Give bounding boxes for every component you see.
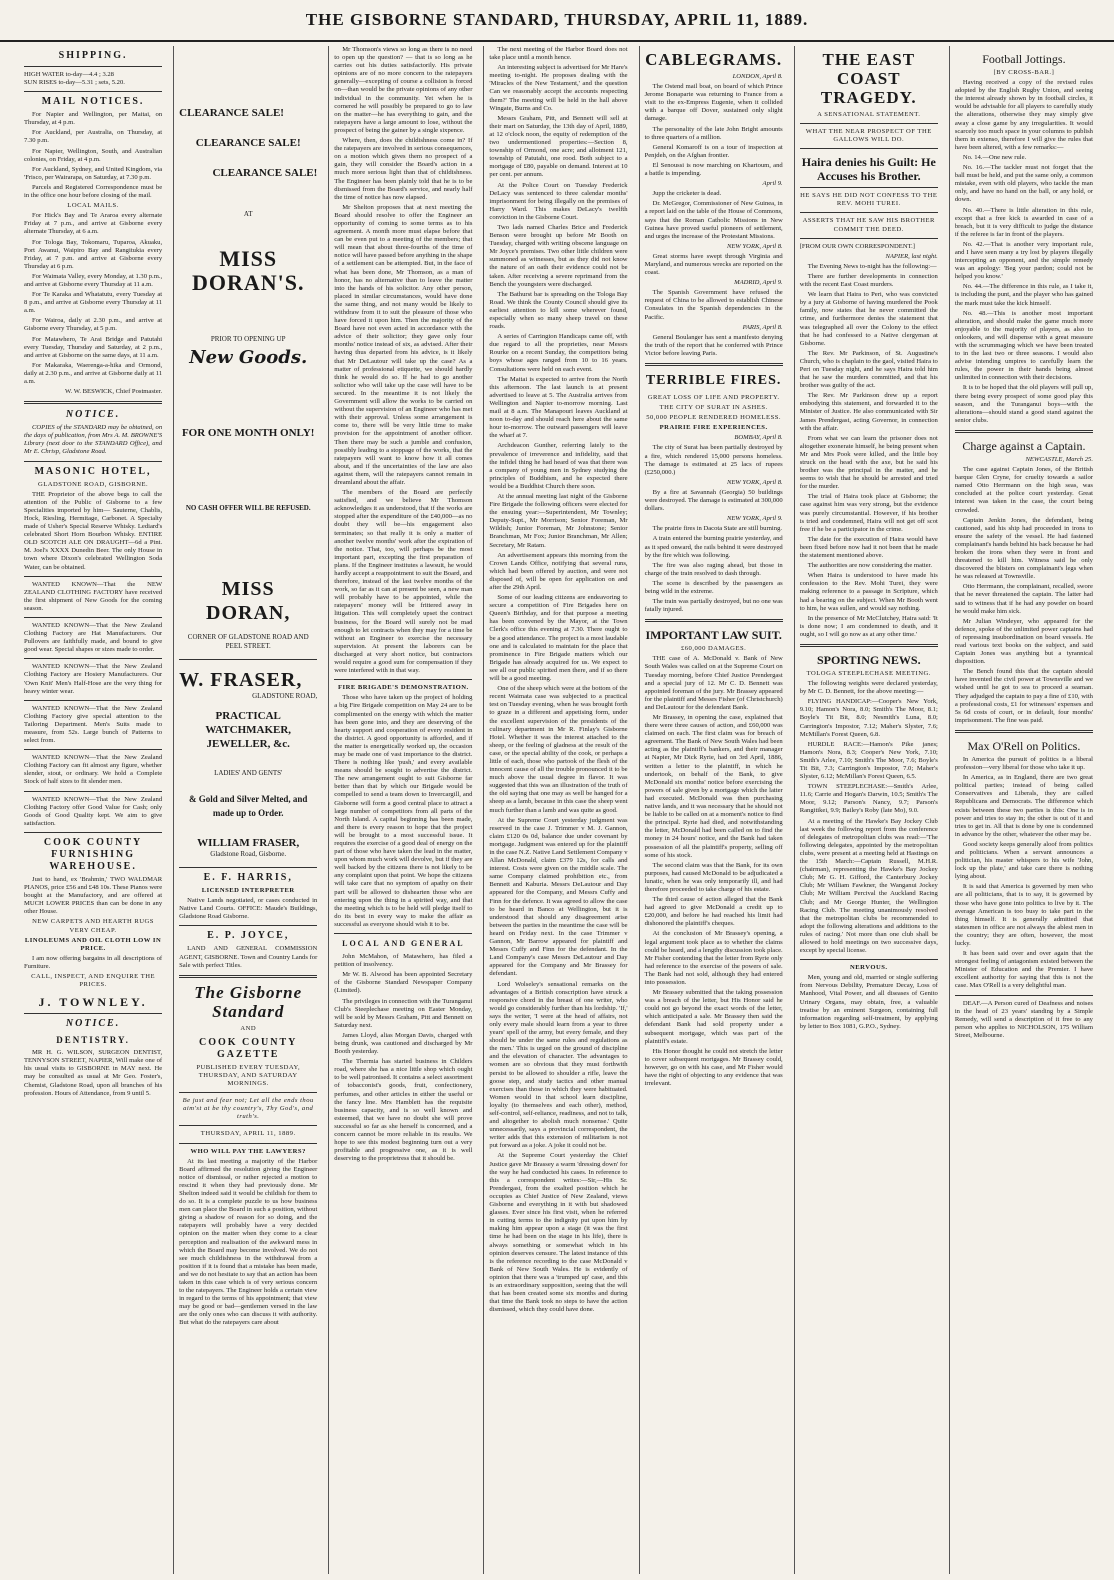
wanted-ad: WANTED KNOWN—That the New Zealand Clothing Factory are Hat Manufacturers. Our Pullovers are faithfully made, and bound to give good wear. Special shapes or sizes made to order. [24,621,163,654]
watchmaker-line: PRACTICAL WATCHMAKER, [205,710,292,737]
fraser-heading: W. FRASER, [179,669,303,692]
divider [800,238,938,239]
law-suit-heading: IMPORTANT LAW SUIT. [645,628,782,643]
dateline: NEW YORK, April 8. [726,242,783,250]
news-item: One of the sheep which were at the bottom of the recent Waimata case was subjected to a practical test on Tuesday evening, when he was brought forth to graze in a different and appetising form, under the excellent supervision of the presidents of the culinary department in Mr R. Finlay's Gisborne Hotel. Whether it was the interest attached to the sheep, or the feeling of gladness at the result of the case, or the special ability of the cook, or perhaps a little of each, those who partook of the flesh of the innocent cause of all the trouble pronounced it to be much above the usual degree in flavor. It was suggested that this was an illustration of the truth of the old saying that one may as well be hanged for a sheep as a lamb, because in this case the sheep went much further than a lamb and was quite as good. [489,685,628,814]
news-item: An advertisement appears this morning from the Crown Lands Office, notifying that several runs, which had been offered by auction, and were not disposed of, will be open for application on and after the 29th April. [489,551,628,591]
fraser-ad [179,668,317,859]
captain-paragraph: Captain Jenkin Jones, the defendant, being cautioned, said his ship had proceeded in irons to ensure the safety of the vessel. He had fastened complainant's hands behind his back because he had broken the irons when they were in front and threatened to kill him. Witness said he only discovered the blisters on complainant's legs when he was released at Townsville. [954,516,1093,581]
notice-body: COPIES of the STANDARD may be obtained, on the days of publication, from Mrs A. M. BROWNE'S Library (next door to the STANDARD Office), and Mr E. Chrisp, Gladstone Road. [24,424,163,456]
new-goods-heading: New Goods. [189,347,308,368]
miss-doran-signature: MISS DORAN, [206,578,291,625]
local-general-heading: LOCAL AND GENERAL [342,939,465,949]
football-paragraph: No. 42.—That is another very important rule, and I have seen many a try lost by players illegally intercepting an opponent, and the simple remedy was an apology: 'Beg your pardon; could not be helped you know.' [954,240,1093,281]
football-paragraph: No. 48.—This is another most important alteration, and should make the game much more enjoyable to the majority of players, as also to onlookers, and will dispense with a great measure with the scrummaging which we have been treated to in the last two or three seasons. I would also advise intending umpires to carefully learn the rules, the power in their hands being almost unlimited in connection with their decisions. [954,309,1093,382]
mail-item: For Auckland, Sydney, and United Kingdom, via 'Frisco, per Wairarapa, on Saturday, at 7.30 p.m. [24,165,163,181]
news-item: An interesting subject is advertised for Mr Hare's meeting to-night. He proposes dealing with the 'Miracles of the New Testament,' and the question Can we reasonably accept the accounts respecting them?' The meeting will be held in the hall above Wingate, Burns and Co. [489,64,628,112]
local-item: James Lloyd, alias Morgan Davis, charged with being drunk, was cautioned and discharged by Mr Booth yesterday. [334,1031,473,1056]
column-4 [483,46,632,1574]
wanted-ad: WANTED KNOWN—That the New Zealand Clothing Factory give special attention to the Tailoring Department. Men's Suits made to measure, from 52s. Large bunch of Patterns to select from. [24,704,163,745]
column-1 [24,46,167,1574]
dentist-body: MR H. G. WILSON, SURGEON DENTIST, TENNYSON STREET, NAPIER, Will make one of his usual visits to GISBORNE in MAY next. He may be consulted as usual at Mr Geo. Foster's, Chemist, Gladstone Road, upon all branches of his profession. Hours of Attendance, from 9 until 5. [24,1049,163,1097]
local-item: Mr W. B. Alwood has been appointed Secretary of the Gisborne Standard Newspaper Company (Limited). [334,971,473,995]
sport-paragraph: The following weights were declared yesterday, by Mr C. D. Bennett, for the above meeting:— [799,680,938,696]
east-coast-subheading: WHAT THE NEAR PROSPECT OF THE GALLOWS WILL DO. [805,128,932,144]
cable-item: General Komaroff is on a tour of inspection at Penjdeh, on the Afghan frontier. [644,143,783,159]
east-paragraph: The date for the execution of Haira would have been fixed before now had it not been that he made the statement mentioned above. [799,535,938,560]
law-paragraph: The third cause of action alleged that the Bank had agreed to give McDonald a credit up to £20,000, and before he had reached his limit had dishonored the plaintiff's cheques. [644,896,783,928]
fire-brigade-heading: FIRE BRIGADE'S DEMONSTRATION. [338,684,469,692]
local-mail-item: For Waimata Valley, every Monday, at 1.30 p.m., and arrive at Gisborne every Thursday at 11 a.m. [24,272,163,288]
page-columns [24,46,1098,1574]
local-mail-item: For Te Karaka and Whatatutu, every Tuesday at 8 p.m., and arrive at Gisborne every Thursday at 11 a.m. [24,291,163,315]
paper-subtitle: COOK COUNTY GAZETTE [199,1036,298,1060]
harris-heading: E. F. HARRIS, [203,872,293,884]
divider [800,148,938,149]
divider [955,995,1093,996]
cook-line: I am now offering bargains in all descriptions of Furniture. [24,954,163,970]
law-paragraph: His Honor thought he could not stretch the letter to cover subsequent mortgages. Mr Brassey could, however, go on with his case, and Mr Fisher would have the right of objecting to any evidence that was irrelevant. [644,1047,783,1088]
east-paragraph: We learn that Haira to Peri, who was convicted by a jury at Gisborne of having murdered the Pook family, now states that he never committed the crime, and furthermore denies the statement that was telegraphed all over the Colony to the effect that he had confessed to a Native clergyman at Gisborne. [799,291,938,347]
cable-item: Dr. McGregor, Commissioner of New Guinea, in a report laid on the table of the House of Commons, says that the Roman Catholic Missions in New Guinea have proved useful pioneers of settlement, and urges the increase of the Protestant Missions. [644,200,783,240]
east-coast-subheading: HE SAYS HE DID NOT CONFESS TO THE REV. MOHI TUREI. [800,192,938,208]
wanted-ad: WANTED KNOWN—That the New Zealand Clothing Factory are Hosiery Manufacturers. Our 'Own Knit' Men's Half-Hose are the very thing for heavy winter wear. [24,663,163,695]
fires-heading: TERRIBLE FIRES. [645,373,782,388]
fire-item: The city of Surat has been partially destroyed by a fire, which rendered 15,000 persons homeless. The damage is estimated at 25 lacs of rupees (£250,000.) [644,444,783,476]
column-3 [328,46,477,1574]
mail-item: For Napier, Wellington, South, and Australian colonies, on Friday, at 4 p.m. [24,147,163,163]
football-heading: Football Jottings. [982,52,1066,66]
east-coast-subheading: A SENSATIONAL STATEMENT. [817,111,921,118]
masthead [0,0,1114,42]
sport-paragraph: HURDLE RACE:—Hamon's Pike janes; Hamon's Nora, 8.3; Cooper's New York, 7.10; Smith's Arlee, 7.10; Smith's The Moor, 7.6; Boyle's Tit Bit, 7.3; Carrington's Impostor, 7.0; Maher's Slyster, 6.12; McMillan's Forest Queen, 6.5. [799,740,938,781]
wanted-ad: WANTED KNOWN—That the New Zealand Clothing Factory offer Good Value for Cash; only Goods of Good Quality kept. We aim to give satisfaction. [24,795,163,827]
notice-heading: NOTICE. [65,409,121,421]
masonic-heading: MASONIC HOTEL, [34,465,152,477]
clearance-line-3: CLEARANCE SALE! [212,167,318,179]
editorial-paragraph: Mr Shelton proposes that at next meeting the Board should resolve to offer the Engineer an opportunity of coming to some terms as to his agreement. A month more must elapse before that can be even put to a meeting of the members; that will mean that about three-fourths of the time of notice will have passed before anything in the shape of a settlement can be attempted. But, in the face of what has been done, Mr Thomson, as a man of honor, has no alternative than to leave the matter into the hands of his solicitor. Any other person, placed in similar circumstances, would have done the same thing, and not many would be likely to withdraw from it to suit the pleasure of those who have forced it upon him. Then the majority of the Board have not even acted in accordance with the advice of their solicitor; they gave only four months' notice instead of six, as advised. After their having thus departed from his advice, is it likely that Mr DeLautour will take up the case? As a matter of professional etiquette, we should hardly think he would do so. If he had to go another solicitor who will take up the case will have to be secured. In the meantime it is not likely the Government will allow the works to be carried on without the supervision of an Engineer who has met with their approval. Unless some arrangement is come to, there will be very little time to make provision for the appointment of another officer. Then there may be such a jumble and confusion, possibly leading to a stoppage of the works, that the ratepayers will want to know how it all comes about, and if the uncertainties of the law are also against them, will the ratepayers cannot remain in dreamland about the affair. [334,203,473,486]
cable-item: The personality of the late John Bright amounts to three quarters of a million. [644,125,783,141]
mail-item: Parcels and Registered Correspondence must be in the office one hour before closing of the mail. [24,183,163,200]
local-item: John McMahon, of Matawhero, has filed a petition of insolvency. [334,953,473,969]
divider [334,933,472,934]
clearance-line-1: CLEARANCE SALE! [179,107,284,119]
mail-item: For Napier and Wellington, per Maitai, on Thursday, at 4 p.m. [24,111,163,127]
prior-line: PRIOR TO OPENING UP [210,335,286,343]
divider [800,187,938,188]
sport-paragraph: At a meeting of the Hawke's Bay Jockey Club last week the following report from the conference of delegates of metropolitan clubs was read:—'The following delegates, appointed by the metropolitan clubs, were present at a meeting held at Hastings on the 15th March:—Captain Russell, M.H.R. (chairman), representing the Hawke's Bay Jockey Club; Mr G. H. Gifford, the Canterbury Jockey Club; Mr William Fawkner, the Wanganui Jockey Club; Mr William Percival the Auckland Racing Club; and Mr George Hunter, the Wellington Racing Club. The meeting unanimously resolved that the metropolitan clubs be recommended to adopt the following alterations and additions to the rules of racing.' Not more than one club shall be allowed to hold meetings on two successive days, except by special license. [799,817,938,955]
football-paragraph: No. 44.—The difference in this rule, as I take it, is including the punt, and the player who has gained the mark must take the kick himself. [954,283,1093,307]
divider [24,66,162,67]
editorial-paragraph: Where, then, does the childishness come in? If the ratepayers are involved in serious consequences, on a motion which gives them no prospect of a gain, they will consider the Board's action in a much more serious light than that of childishness. The Engineer has been plainly told that he is to be dismissed from the Board's service, and nearly half the time of notice has now elapsed. [334,137,473,201]
sport-paragraph: FLYING HANDICAP:—Cooper's New York, 9.10; Hamon's Nora, 8.0; Smith's The Moor, 8.1; Boyle's Tit Bit, 8.0; Nesmith's Luna, 8.0; Carrington's Impostor, 7.12; Maher's Slyster, 7.6; McMillan's Forest Queen, 6.8. [799,698,938,738]
divider [179,1125,317,1126]
divider [800,212,938,213]
cook-line: NEW CARPETS AND HEARTH RUGS VERY CHEAP. [32,918,154,934]
cable-item: The Spanish Government have refused the request of China to be allowed to establish Chinese Consulates in the Spanish dependencies in the Pacific. [644,289,783,321]
cook-line: CALL, INSPECT, AND ENQUIRE THE PRICES. [31,972,156,989]
news-item: The Maitai is expected to arrive from the North this afternoon. The last launch is at present advertised to leave at 5. The Australia arrives from Wellington and Napier to-morrow morning. Last mail at 8 a.m. The Manapouri leaves Auckland at noon to-day and should reach here about the same hour to-morrow. The outward passengers will leave the wharf at 7. [489,375,628,440]
lawyers-heading: WHO WILL PAY THE LAWYERS? [190,1147,306,1155]
news-item: The next meeting of the Harbor Board does not take place until a month hence. [489,46,628,62]
clearance-line-2: CLEARANCE SALE! [195,137,301,149]
cable-item: Jupp the cricketer is dead. [652,190,722,198]
law-paragraph: At the conclusion of Mr Brassey's opening, a legal argument took place as to whether the claims could be heard, and a lengthy discussion took place. Mr Fisher contending that the letter from Ryrie only had reference to the exercise of the powers of sale. The Bank had not sold, although they had entered into possession. [644,930,783,986]
ladies-line: LADIES' AND GENTS' [214,769,283,778]
divider [24,832,162,833]
east-coast-heading: THE EAST COAST TRAGEDY. [820,50,917,107]
captain-paragraph: The case against Captain Jones, of the British barque Glen Cryne, for cruelty towards a sailor named Otto Herrmann on the high seas, was concluded at the police court yesterday. Great interest was taken in the case, the court being crowded. [954,466,1093,514]
joyce-body: LAND AND GENERAL COMMISSION AGENT, GISBORNE. Town and Country Lands for Sale with perfect Titles. [179,945,318,969]
paper-title: The Gisborne Standard [194,982,303,1021]
sun-times: SUN RISES to-day—5.31 ; sets, 5.20. [24,79,125,87]
divider [24,401,162,404]
deaf-ad: DEAF.—A Person cured of Deafness and noises in the head of 23 years' standing by a Simple Remedy, will send a description of it free to any person who applies to NICHOLSON, 175 William Street, Melbourne. [954,999,1093,1039]
captain-paragraph: The Bench found this that the captain should have invented the civil power at Townsville and we wished until he got to sea to proceed a seaman. They adjudged the captain to pay a fine of £10, with a professional costs, £1 for witnesses' expenses and 5s 6d costs of court, or in default, four months' imprisonment. The fine was paid. [954,668,1093,724]
divider [179,975,317,978]
divider [800,959,938,960]
cook-body: Just to hand, ex 'Brahmin,' TWO WALDMAR PIANOS, price £56 and £48 10s. These Pianos were bought at the Manufactory, and are offered at MUCH LOWER PRICES than can be done in any other House. [24,875,163,916]
orell-paragraph: In America the pursuit of politics is a liberal profession—very liberal for those who take it up. [954,755,1093,772]
local-mail-item: For Tologa Bay, Tokomaru, Tuparoa, Akuaku, Port Awanui, Waipiro Bay and Rangitukia every Friday, at 7 p.m. and arrive at Gisborne every Thursday at 6 p.m. [24,238,163,270]
fires-subheading: 50,000 PEOPLE RENDERED HOMELESS. [646,414,782,422]
mail-heading: MAIL NOTICES. [41,96,145,108]
paper-and: AND [240,1024,257,1032]
divider [645,363,783,366]
fire-item: The fire was also raging ahead, but those in charge of the train resolved to dash through. [644,561,783,577]
news-item: At the Police Court on Tuesday Frederick DeLacy was sentenced to three calendar months' imprisonment for being illegally on the premises of Harry Ward. This makes DeLacy's twelfth conviction in the Gisborne Court. [489,181,628,221]
joyce-heading: E. P. JOYCE, [207,930,290,942]
fire-brigade-body: Those who have taken up the project of holding a big Fire Brigade competition on May 24 are to be complimented on the energy with which the matter has been gone into, and they are deserving of the hearty support and cooperation of every resident in the district. A good opportunity is afforded, and if the matter is energetically worked up, the occasion may be made one of vast importance to the district. There is nothing like 'push,' and every available means should be sought to advertise the district. The new arrangement ought to suit Gisborne far better than that by which our Brigade would be compelled to send a team down to Invercargill, and Gisborne will form a good central place to attract a large number of competitors from all parts of the North Island. A capital beginning has been made, and there is every reason to hope that the project will be brought to a most successful issue. It requires the exercise of a good deal of energy on the part of those who have taken the lead in the matter, upon whom much work will devolve, but if they are well backed by the citizens there is not likely to be any complaint upon that point. We hope the citizens will take care that no symptom of apathy on their part will be allowed to dishearten those who are entering upon the thing in a spirited way, and that the meeting which is to be held will pledge itself to do its best in every way to make the affair as successful as everyone should wish it to be. [334,694,473,928]
football-byline: [BY CROSS-BAR.] [993,69,1055,76]
football-paragraph: It is to be hoped that the old players will pull up, there being every prospect of some good play this season, and the Turanganui boys—with the alterations—should stand a good stand against the senior clubs. [954,384,1093,424]
cable-item: El Senoussi is now marching on Khartoum, and a battle is impending. [644,161,783,178]
fire-item: The scene is described by the passengers as being wild in the extreme. [644,579,783,595]
dateline: MADRID, April 9. [734,279,783,287]
shipping-heading: SHIPPING. [58,50,128,61]
divider [24,1013,162,1014]
east-paragraph: The Rev. Mr Parkinson, of St. Augustine's Church, who is chaplain to the gaol, visited Haira to Peri on Tuesday night, and he says Haira told him that he saw the murders committed, and that his brother was guilty of the act. [799,349,938,390]
column-7 [949,46,1098,1574]
divider [955,730,1093,733]
masthead-title: THE GISBORNE STANDARD, THURSDAY, APRIL 11, 1889. [305,10,809,29]
divider [24,461,162,462]
one-month-heading: FOR ONE MONTH ONLY! [181,427,315,440]
jeweller-line: JEWELLER, &c. [206,738,290,751]
dateline: NEW YORK, April 8. [726,478,783,486]
law-suit-subheading: £60,000 DAMAGES. [680,645,747,653]
no-cash-line: NO CASH OFFER WILL BE REFUSED. [185,504,311,513]
editorial-paragraph: Mr Thomson's views so long as there is no need to open up the question? — that is so long as he carries out his duties satisfactorily. His private opinions are of no more concern to the ratepayers generally—excepting of course a collision is forced on—than would be the private opinions of any other individual in the community. Yet when he is cornered he will possibly be prepared to go to law on the matter—he has everything to gain, and the ratepayers have a large amount to lose, without the prospect of being the gainer by a single sixpence. [334,46,473,134]
orell-paragraph: In America, as in England, there are two great political parties; instead of being called Conservatives and Liberals, they are called Republicans and Democrats. The difference which exists between these two parties is this: One is in power and tries to stay in; the other is out of it and tries to get in. All that is done by one is condemned in advance by the other, whatever the other may be. [954,774,1093,838]
divider [24,91,162,92]
nervous-heading: NERVOUS. [850,964,888,972]
tologa-subheading: TOLOGA STEEPLECHASE MEETING. [806,669,931,677]
east-paragraph: The Evening News to-night has the following:— [807,262,937,270]
nervous-body: Men, young and old, married or single suffering from Nervous Debility, Premature Decay, Loss of Manhood, Vital Power, and all diseases of Genito Urinary Organs, may obtain, free, a valuable treatise by an eminent Surgeon, containing full information regarding self-treatment, by applying by letter to Box 1081, G.P.O., Sydney. [799,974,938,1030]
cook-heading: COOK COUNTY FURNISHING WAREHOUSE. [43,836,143,872]
local-mails-heading: LOCAL MAILS. [67,202,119,210]
news-item: A series of Carrington Handicaps came off, with due regard to all the proprieties, near Messrs Rourke on a recent Sunday, the competitors being boys whose ages ranged from 10 to 16 years. Consultations were held on each event. [489,333,628,373]
divider [24,700,162,701]
wanted-ad: WANTED KNOWN—That the New Zealand Clothing Factory can fit almost any figure, whether slender, stout, or ordinary. We hold a Complete Stock of half sizes to fit slender men. [24,754,163,786]
orell-paragraph: It has been said over and over again that the strongest feeling of antagonism existed between the Minister of Education and the Premier. I have excellent authority for saying that this is not the case. Max O'Rell is a very delightful man. [954,950,1093,990]
notice2-heading: NOTICE. [65,1018,121,1030]
fire-item: The prairie fires in Dacota State are still burning. [652,525,783,533]
football-paragraph: No. 14.—One new rule. [962,153,1027,161]
cable-item: The Ostend mail boat, on board of which Prince Jerome Bonaparte was returning to France from a visit to the ex-Empress Eugenie, when it collided with a barque off Dover, sustained only slight damage. [644,83,783,123]
local-mail-item: For Matawhero, Te Arai Bridge and Patutahi every Tuesday, Thursday and Saturday, at 2 p.m., and arrive at Gisborne on the same days, at 11 a.m. [24,335,163,359]
clearance-ad [179,106,317,651]
orell-paragraph: Good society keeps generally aloof from politics and politicians. When a servant announces a politician, his master whispers to his wife 'John, lock up the plate,' and take care there is nothing lying about. [954,840,1093,881]
divider [24,617,162,618]
football-paragraph: No. 40.—There is little alteration in this rule, except that a free kick is awarded in case of a breach, but it is very difficult to judge the distance if the referee is far in front of the players. [954,206,1093,238]
own-correspondent: [FROM OUR OWN CORRESPONDENT.] [799,242,915,250]
fire-item: The train was partially destroyed, but no one was fatally injured. [644,598,783,614]
local-mail-item: For Hick's Bay and Te Araroa every alternate Friday at 7 p.m., and arrive at Gisborne every alternate Thursday, at 6 a.m. [24,212,163,236]
divider [179,1092,317,1093]
fires-subheading: GREAT LOSS OF LIFE AND PROPERTY. [647,394,780,401]
editorial-paragraph: The members of the Board are perfectly satisfied, and we believe Mr Thomson acknowledges it as understood, that if the works are stopped after the expenditure of the £40,000—as no doubt they will be—his engagement also terminates; so that really it is only a matter of another twelve months' work after the expiration of the notice. That, too, will perhaps be the most important part, excepting the first preparation of plans. If the Engineer institutes a lawsuit, he would hardly accept a reappointment to suit the Board, and therefore, instead of the last twelve months of the work, so far as it can at present be seen, a new man will probably have to be appointed, while the ratepayers' money will be frittered away in litigation. This will completely upset the contract business, for the Board will surely not be mad enough to let contracts when they may for a time be without an Engineer to exercise the necessary supervision. At present the laborers can be discharged at very short notice, but contractors would require a good sum for compensation if they were interfered with in that way. [334,489,473,675]
cable-item: General Boulanger has sent a manifesto denying the truth of the report that he conferred with Prince Victor before leaving Paris. [644,333,783,357]
captain-paragraph: Otto Herrmann, the complainant, recalled, swore that he never threatened the captain. The latter had said to witness that if he had any powder on board he would make him sick. [954,583,1093,615]
paper-motto: Be just and fear not; Let all the ends thou aim'st at be thy country's, Thy God's, and truth's. [182,1097,314,1121]
sporting-heading: SPORTING NEWS. [816,652,921,667]
orell-heading: Max O'Rell on Politics. [967,738,1081,753]
local-mail-item: For Wairoa, daily at 2.30 p.m., and arrive at Gisborne every Thursday, at 5 p.m. [24,317,163,333]
column-6 [794,46,943,1574]
divider [334,679,472,680]
dateline: NAPIER, last night. [885,252,938,260]
east-paragraph: When Haira is understood to have made his confession to the Rev. Mohi Turei, they were making reference to a passage in Scripture, which had a bearing on the subject. When Mr Booth went to him, he was sullen, and would say nothing. [799,572,938,612]
dateline: PARIS, April 8. [742,323,783,331]
gold-line: & Gold and Silver Melted, and made up to Order. [189,794,308,819]
dateline: April 9. [762,180,783,188]
paper-date: THURSDAY, APRIL 11, 1889. [200,1130,296,1138]
east-paragraph: The Rev. Mr Parkinson drew up a report embodying this statement, and forwarded it to the Minister of Justice. He also communicated with Sir James Prendergast, acting Governor, in connection with the affair. [799,392,938,432]
haira-heading: Haira denies his Guilt: He Accuses his Brother. [801,155,936,184]
dateline: LONDON, April 8. [732,73,783,80]
divider [955,430,1093,433]
east-paragraph: There are further developments in connection with the recent East Coast murders. [799,272,938,289]
law-paragraph: The second claim was that the Bank, for its own purposes, had caused McDonald to be adjudicated a lunatic, when he was only temporarily ill, and had therefore proceeded to take charge of his estate. [644,861,783,893]
news-item: At the Supreme Court yesterday the Chief Justice gave Mr Brassey a warm 'dressing down' for the way he had conducted his cases. In reference to this a correspondent writes:—Sir,—His Sr. Prendergast, from the exalted position which he occupies as Chief Justice of New Zealand, views Gisborne and everything in it with but shadowed glasses. Ever since his first visit, when he referred in cutting terms to the indignity put upon him by making him appear upon a stage (it was the first time he had been on the stage in his life), there is always something or somewhat which in his opinion deserves censure. The latest instance of this is the reference recording to the case McDonald v Bank of New South Wales. He is evidently of opinion that there was a 'trumped up' case, and this is an extraordinary supposition, seeing that the will that has been created some six months and during that time the Bank took no steps to have the action dismissed, which they could have done. [489,1152,628,1314]
paper-publication: PUBLISHED EVERY TUESDAY, THURSDAY, AND SATURDAY MORNINGS. [196,1063,301,1088]
fraser-subheading: GLADSTONE ROAD, [252,692,318,701]
dentistry-heading: DENTISTRY. [56,1035,130,1046]
postmaster-signature: W. W. BESWICK, Chief Postmaster. [64,388,163,396]
prairie-subheading: PRAIRIE FIRE EXPERIENCES. [659,424,768,432]
dateline: NEW YORK, April 9. [726,515,783,523]
divider [24,791,162,792]
divider [179,659,317,660]
divider [800,644,938,647]
east-paragraph: The authorities are now considering the matter. [807,562,933,570]
corner-address: CORNER OF GLADSTONE ROAD AND PEEL STREET. [187,633,309,651]
divider [645,619,783,622]
divider [179,1143,317,1144]
column-5 [639,46,788,1574]
mail-item: For Auckland, per Australia, on Thursday, at 7.30 p.m. [24,129,163,145]
column-2 [173,46,322,1574]
harris-body: Native Lands negotiated, or cases conducted in Native Land Courts. OFFICE: Maude's Buildings, Gladstone Road Gisborne. [179,897,318,921]
dateline: BOMBAY, April 8. [734,434,783,442]
law-paragraph: Mr Brassey submitted that the taking possession was a breach of the letter, but His Honor said he could not go beyond the exact words of the letter, which anticipated a sale. Mr Brassey then said the defendant Bank had sold property under a subsequent mortgage, which was part of the plaintiff's estate. [644,989,783,1045]
masonic-body: THE Proprietor of the above begs to call the attention of the Public of Gisborne to a few Specialities imported by him— Sauterne, Chablis, Hock, Riesling, Hermitage, Carbonet. A Specialty made of Usher's Special Reserve Whisky. Lediard's celebrated Short Horn Bourbon Whisky. ENTIRE OLD SCOTCH ALE ON DRAUGHT—6d a Pint. M. Joel's XXXX Dunedin Beer. The only House in town where Dixon's celebrated Wellington Soda Water, can be obtained. [24,490,163,571]
east-paragraph: In the presence of Mr McClutchey, Haira said: 'It is done now; I am condemned to death, and it ought, so I will go now as at any other time.' [799,614,938,638]
fire-item: A train entered the burning prairie yesterday, and as it sped onward, the rails behind it were destroyed by the fire which was following. [644,535,783,559]
high-water: HIGH WATER to-day—4.4 ; 3.28 [24,71,114,78]
law-paragraph: THE case of A. McDonald v. Bank of New South Wales was called on at the Supreme Court on Tuesday morning, before Chief Justice Prendergast and a special jury of 12. Mr C. D. Bennett was appointed foreman of the jury. Mr Brassey appeared for the plaintiff and Messrs Fisher (of Christchurch) and DeLautour for the defendant Bank. [644,655,783,711]
fraser-address: Gladstone Road, Gisborne. [210,850,287,859]
news-item: The Bathurst bar is spreading on the Tologa Bay Road. We think the County Council should give its earliest attention to kill some wherever found, especially when so many sheep travel on these roads. [489,290,628,331]
divider [800,123,938,124]
news-item: At the annual meeting last night of the Gisborne Fire Brigade the following officers were elected for the ensuing year:—Superintendent, Mr Townley; Deputy-Supt., Mr Morrison; Senior Foreman, Mr Wildish; Junior Foreman, Mr Johnstone; Senior Branchman, Mr Fox; Junior Branchman, Mr Allen; Secretary, Mr Ratam. [489,492,628,549]
football-paragraph: Having received a copy of the revised rules adopted by the English Rugby Union, and seeing the interest already shown by in football circles, it would be advisable for all players to carefully study the alterations, otherwise they may simply give away a close game by any irregularities. It would scarcely too much space in your columns to publish them in extenso, therefore I will give the rules that have been altered, with a few remarks:— [954,79,1093,151]
news-item: Messrs Graham, Pitt, and Bennett will sell at their mart on Saturday, the 13th day of April, 1889, at 12 o'clock noon, the equity of redemption of the two undermentioned properties:—Section 8, township of Ormond, one acre; and allotment 121, township of Patutahi, one rood. Both subject to a mortgage of £80, payable on demand. Interest at 10 per cent. per annum. [489,114,628,179]
harris-title: LICENSED INTERPRETER [201,887,295,895]
news-item: Some of our leading citizens are endeavoring to secure a competition of Fire Brigades here on Queen's Birthday, and for that purpose a meeting has been convened by the Mayor, at the Town Clerk's office this evening at 7.30. There ought to be a good attendance. The project is a most laudable one and is calculated to maintain for the place that prominence in Fire Brigade matters which our Brigade has already acquired for us. We expect to see all our public spirited men there, and if so there will be a good meeting. [489,594,628,683]
news-item: Archdeacon Gunther, referring lately to the prevalence of irreverence and infidelity, said that the infidel thing he had heard of was that there was a company of young men in Sydney studying the principles of Buddhism, and he expected there would be a Buddhist Church there soon. [489,442,628,490]
lawyers-body: At its last meeting a majority of the Harbor Board affirmed the resolution giving the Engineer notice of dismissal, or rather rejected a motion to rescind it when they had previously done. Mr Shelton indeed said it would be childish for them to do so. It is a complete puzzle to us how business men can place the Board in such a position, without giving a shadow of reason for so doing, and the ratepayers will probably have a very decided opinion on the matter when they come to a clear perception and realisation of the awkward mess in which the Board may become involved. We do not see much childishness in the withdrawal from a position if it is found that a mistake has been made, and we do not hesitate to say that an action has been taken in this case which is of very serious concern to the ratepayers. The Engineer holds a certain view in regard to the terms of his appointment; that view may be good or bad—gentlemen versed in the law are the only ones who can discuss it with authority. But what do the ratepayers care about [179,1157,318,1327]
east-coast-subheading: ASSERTS THAT HE SAW HIS BROTHER COMMIT THE DEED. [802,217,935,233]
news-item: Two lads named Charles Brice and Frederick Benson were brought up before Mr Booth on Tuesday, charged with writing obscene language on Mr Joyce's premises. Two other little children were summoned as witnesses, but as they did not know the nature of an oath their evidence could not be taken. After receiving a severe reprimand from the Bench the youngsters were discharged. [489,223,628,288]
divider [179,867,317,868]
townley-signature: J. TOWNLEY. [38,995,148,1010]
news-item: At the Supreme Court yesterday judgment was reserved in the case J. Trimmer v M. J. Gannon, claim £120 0s 0d, balance due under covenant by mortgage. Judgment was entered up for the plaintiff in the case N.Z. Native Land Settlement Company v Allan McDonald, claim £379 12s, for calls and interest. Costs were given on the middle scale. The same Company claimed prohibition etc., from Bennett and Kaburia. Messrs DeLautour and Day appeared for the Company, and Messrs Cuffy and Finn for the defence. It was agreed to allow the case to be heard in Banco at Wellington, but it is understood that should any disagreement arise between the parties in the meantime the case will be heard on Friday next. In the case Trimmer v Gannon, Mr Barrow appeared for plaintiff and Messrs Cuffy and Finn for the defendant. In the Land Company's case Messrs DeLautour and Day appeared for the Company and Mr Brassey for defendant. [489,816,628,978]
captain-heading: Charge against a Captain. [962,438,1086,453]
cablegrams-heading: CABLEGRAMS. [645,50,783,69]
divider [24,749,162,750]
wanted-ad: WANTED KNOWN—That the NEW ZEALAND CLOTHING FACTORY have received the first shipment of New Goods for the coming season. [24,580,163,612]
orell-paragraph: It is said that America is governed by men who are all politicians, that is to say, it is governed by those who have gone into politics to live by it. The average American is too busy to take part in the thing himself. It is generally admitted that statesmen in office are not always the ablest men in the country; they are often, however, the most lucky. [954,883,1093,947]
cook-line: LINOLEUMS AND OIL CLOTH LOW IN PRICE. [24,936,162,952]
cable-item: Great storms have swept through Virginia and Maryland, and numerous wrecks are reported on the coast. [644,252,783,277]
east-paragraph: From what we can learn the prisoner does not altogether exonerate himself, he being present when Mr and Mrs Pook were killed, and the little boy struck on the head with the axe, but he said his brother was the principal in the matter, and he seems to wish that he should be arrested and tried for the murder. [799,434,938,491]
local-item: The Thermia has started business in Childers road, where she has a nice little shop which ought to be well patronised. It contains a select assortment of tobacconist's goods, fruit, confectionery, perfumes, and other articles in either the useful or the fancy line. Mrs Hamblett has the requisite business capacity, and is so well known and esteemed, that we have no doubt she will prove successful so far as she herself is concerned, and a concern cannot be more reliable in its results. We hope to see this modest beginning turn out a very profitable and progressive one, as it is well deserving to the proprietress that it should be. [334,1058,473,1163]
masonic-subheading: GLADSTONE ROAD, GISBORNE. [37,480,149,488]
captain-paragraph: Mr Julian Windeyer, who appeared for the defence, spoke of the unlimited power captains had of repressing insubordination on board vessels. He read various text books on the subject, and said Captain Jones was anything but a tyrannical disposition. [954,617,1093,666]
news-item: Lord Wolseley's sensational remarks on the advantages of a British conscription have struck a responsive chord in the breast of one writer, who would go considerably further than his lordship. 'If,' says the writer, 'I were at the head of affairs, not only every male should learn from a year to three years' spell of the army, but every female, and they should be under the same rules and regulations as the men.' This is urged on the ground of discipline and the elevation of character. The advantages to women are so obvious that they must forthwith persist to be allowed to shoulder a rifle, leave the goose step, and study tactics and other manual exercises than those in which they were habituated. Women would in that school learn discipline, loyalty (to themselves and each other), method, self-control, self-reliance, readiness, and not to talk, and altogether to abolish much nonsense.' Quite unnecessarily, says a provincial correspondent, the writer adds that this extension of militarism is not put forward as a joke. A joke it could not be. [489,980,628,1150]
dateline: NEWCASTLE, March 25. [1025,455,1093,463]
local-item: The privileges in connection with the Turanganui Club's Steeplechase meeting on Easter Monday, will be sold by Messrs Graham, Pitt and Bennett on Saturday next. [334,997,473,1029]
divider [179,925,317,926]
fraser-signature: WILLIAM FRASER, [197,837,300,850]
sport-paragraph: TOWN STEEPLECHASE:—Smith's Arlee, 11.6; Carrie and Hogan's Darwin, 10.5; Smith's The Moor, 9.12; Parson's Nancy, 9.7; Parson's Rangitikei, 9.9; Bailey's Roby (late Mo), 9.0. [799,783,938,815]
fires-subheading: THE CITY OF SURAT IN ASHES. [659,404,768,412]
east-paragraph: The trial of Haira took place at Gisborne; the case against him was very strong, but the evidence was purely circumstantial. However, if his brother is tried and condemned, Haira will not get off scot free if he be a participator in the crime. [799,493,938,533]
clearance-at: AT [243,210,253,218]
local-mail-item: For Makaraka, Waerenga-a-hika and Ormond, daily at 2.30 p.m., and arrive at Gisborne daily at 11 a.m. [24,361,163,385]
fire-item: By a fire at Savannah (Georgia) 50 buildings were destroyed. The damage is estimated at 300,000 dollars. [644,488,783,513]
divider [24,658,162,659]
law-paragraph: Mr Brassey, in opening the case, explained that there were three causes of action, and £60,000 was claimed on each. The first claim was for breach of agreement. The Bank of New South Wales had been acting as the plaintiff's bankers, and their manager at Napier, Mr Dick Ryrie, had on 3rd April, 1886, written a letter to the plaintiff, in which he undertook, on behalf of the Bank, to give McDonald six months' notice before exercising the powers of sale given by a mortgage which the latter had executed. McDonald was then purchasing native lands, and it was necessary that he should not be liable to be called on at a moment's notice to find the principal. Ryrie had died, and notwithstanding the letter, McDonald had been called on to find the money in 24 hours' notice, and the Bank had taken possession of all the plaintiff's property, selling off some of his stock. [644,714,783,859]
divider [24,576,162,577]
miss-doran-heading: MISS DORAN'S. [191,246,305,295]
football-paragraph: No. 16.—The tackler must not forget that the ball must be held, and put the same only, a common mistake, even with old players, who tackle the man only, and have no hand on the ball, or any hold, or down. [954,164,1093,204]
